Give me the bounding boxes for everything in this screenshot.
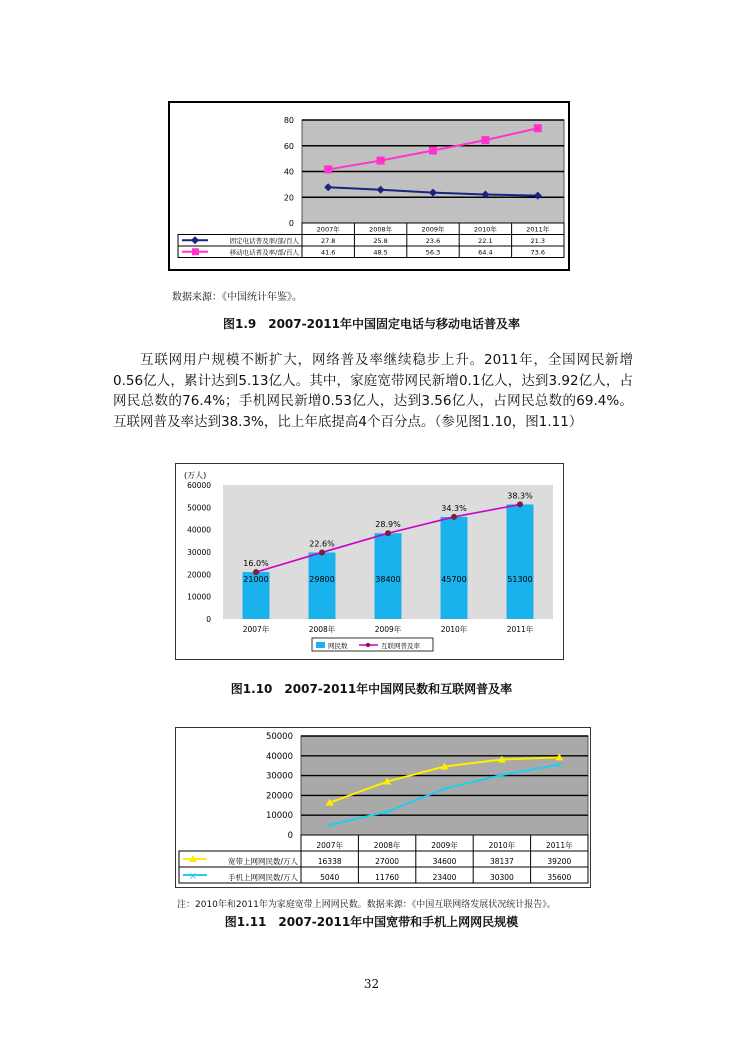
fig111-y-tick: 40000 xyxy=(265,751,293,762)
figure-1-10-caption: 图1.10 2007-2011年中国网民数和互联网普及率 xyxy=(230,682,513,696)
fig19-category-label: 2008年 xyxy=(369,225,393,234)
fig110-y-tick: 30000 xyxy=(187,548,211,557)
fig111-table-cell: 30300 xyxy=(489,873,514,882)
fig111-table-cell: 39200 xyxy=(547,857,572,866)
fig110-rate-point xyxy=(517,501,523,507)
fig110-bar-label: 21000 xyxy=(243,575,269,584)
fig19-table-cell: 21.3 xyxy=(530,237,546,245)
fig19-table-cell: 27.8 xyxy=(320,237,336,245)
fig19-table-cell: 22.1 xyxy=(478,237,493,245)
fig111-category-label: 2010年 xyxy=(488,841,516,850)
fig111-y-tick: 30000 xyxy=(265,771,293,782)
fig110-y-tick: 0 xyxy=(206,615,211,624)
fig110-legend-label: 互联网普及率 xyxy=(381,642,420,650)
fig111-data-point: × xyxy=(325,820,334,832)
fig19-table-cell: 23.6 xyxy=(425,237,441,245)
fig111-table-cell: 35600 xyxy=(547,873,572,882)
fig111-table-cell: 16338 xyxy=(317,857,342,866)
fig111-table-cell: 27000 xyxy=(375,857,400,866)
fig111-y-tick: 0 xyxy=(287,831,293,841)
fig110-bar xyxy=(441,517,468,619)
fig19-data-point xyxy=(481,136,489,144)
figure-1-9-caption: 图1.9 2007-2011年中国固定电话与移动电话普及率 xyxy=(222,317,521,331)
fig110-bar-label: 29800 xyxy=(309,575,335,584)
fig19-y-tick: 40 xyxy=(283,167,294,177)
fig19-category-label: 2010年 xyxy=(473,225,497,234)
fig111-table-cell: 34600 xyxy=(432,857,457,866)
fig110-category-label: 2010年 xyxy=(440,625,468,634)
fig111-category-label: 2007年 xyxy=(316,841,343,850)
fig19-category-label: 2011年 xyxy=(526,225,550,234)
fig110-rate-label: 38.3% xyxy=(507,491,533,501)
fig19-data-point xyxy=(324,165,332,173)
fig110-rate-label: 16.0% xyxy=(243,559,269,569)
fig111-series-name: 宽带上网网民数/万人 xyxy=(227,857,298,866)
fig110-y-tick: 20000 xyxy=(187,570,211,580)
fig110-bar-label: 51300 xyxy=(507,575,533,584)
fig110-legend-swatch-bar xyxy=(316,642,325,648)
fig111-category-label: 2011年 xyxy=(546,841,573,850)
fig19-data-point xyxy=(534,124,542,132)
fig19-category-label: 2009年 xyxy=(421,225,445,234)
fig19-table-cell: 25.8 xyxy=(373,237,388,245)
fig110-y-tick: 60000 xyxy=(187,481,211,490)
fig19-series-name: 固定电话普及率/部/百人 xyxy=(229,237,299,245)
fig19-y-tick: 80 xyxy=(283,116,294,125)
figure-1-10-frame xyxy=(175,463,564,660)
fig111-y-tick: 50000 xyxy=(265,732,293,742)
fig19-series-name: 移动电话普及率/部/百人 xyxy=(229,248,299,257)
figure-1-9-chart xyxy=(170,103,568,269)
fig19-legend-marker xyxy=(192,248,199,255)
fig111-y-tick: 20000 xyxy=(265,791,293,802)
fig110-category-label: 2007年 xyxy=(242,625,270,634)
figure-1-11-note: 注：2010年和2011年为家庭宽带上网网民数。数据来源：《中国互联网络发展状况统计报告》。 xyxy=(177,900,556,910)
fig111-series-name: 手机上网网民数/万人 xyxy=(227,873,298,882)
fig111-y-tick: 10000 xyxy=(265,811,293,822)
fig111-data-point: × xyxy=(497,770,507,782)
fig110-rate-label: 34.3% xyxy=(441,503,467,513)
fig19-table-cell: 41.6 xyxy=(320,248,336,257)
figure-1-9-frame xyxy=(168,101,570,271)
fig111-table-cell: 11760 xyxy=(375,873,400,882)
fig110-bar xyxy=(309,552,336,619)
fig111-table-cell: 23400 xyxy=(432,873,457,882)
fig19-table-cell: 64.4 xyxy=(478,248,493,257)
fig111-category-label: 2009年 xyxy=(431,841,458,850)
fig19-category-label: 2007年 xyxy=(316,225,340,234)
fig19-y-tick: 60 xyxy=(283,141,294,151)
fig110-rate-label: 22.6% xyxy=(309,539,335,549)
fig110-legend-marker xyxy=(366,643,370,647)
fig111-table-cell: 5040 xyxy=(320,873,340,882)
fig110-bar-label: 38400 xyxy=(375,575,401,584)
figure-1-11-chart xyxy=(176,728,590,887)
figure-1-9-source: 数据来源：《中国统计年鉴》。 xyxy=(172,292,302,303)
fig110-category-label: 2009年 xyxy=(374,625,402,634)
fig110-legend-label: 网民数 xyxy=(328,642,348,650)
fig110-rate-point xyxy=(385,530,391,536)
fig111-category-label: 2008年 xyxy=(373,841,401,850)
fig110-bar xyxy=(507,504,534,619)
fig111-table-cell: 38137 xyxy=(489,857,514,866)
fig19-table-cell: 56.3 xyxy=(425,248,441,257)
page-number: 32 xyxy=(363,977,380,991)
fig110-category-label: 2011年 xyxy=(506,625,534,634)
fig19-data-point xyxy=(429,147,437,155)
fig110-rate-point xyxy=(451,514,457,520)
fig111-data-point: × xyxy=(382,807,392,819)
fig110-bar-label: 45700 xyxy=(441,575,467,584)
fig111-data-point: × xyxy=(555,760,564,772)
fig19-table-cell: 73.6 xyxy=(530,248,546,257)
figure-1-11-caption: 图1.11 2007-2011年中国宽带和手机上网网民规模 xyxy=(224,915,519,929)
fig110-unit-label: (万人) xyxy=(184,471,207,480)
body-paragraph: 互联网用户规模不断扩大，网络普及率继续稳步上升。2011年，全国网民新增0.56亿人，累计达到5.13亿人。其中，家庭宽带网民新增0.1亿人，达到3.92亿人，占网民总数的76.4%；手机网民新增0.53亿人，达到3.56亿人，占网民总数的69.4%。互联网普及率达到38.3%，比上年底提高4个百分点。（参见图1.10，图1.11） xyxy=(113,352,633,430)
figure-1-11-frame xyxy=(175,727,591,888)
fig110-category-label: 2008年 xyxy=(308,625,336,634)
fig110-y-tick: 10000 xyxy=(187,592,211,602)
fig110-rate-point xyxy=(319,549,325,555)
fig19-data-point xyxy=(377,157,385,165)
fig19-y-tick: 20 xyxy=(283,193,294,203)
fig110-rate-label: 28.9% xyxy=(375,520,401,530)
fig111-data-point: × xyxy=(440,784,449,796)
fig19-table-cell: 48.5 xyxy=(373,248,388,257)
figure-1-10-chart xyxy=(176,464,563,659)
fig110-rate-point xyxy=(253,569,259,575)
fig19-y-tick: 0 xyxy=(288,219,294,228)
fig111-legend-marker: × xyxy=(188,871,198,882)
fig110-y-tick: 40000 xyxy=(187,525,211,535)
fig110-y-tick: 50000 xyxy=(187,503,211,513)
